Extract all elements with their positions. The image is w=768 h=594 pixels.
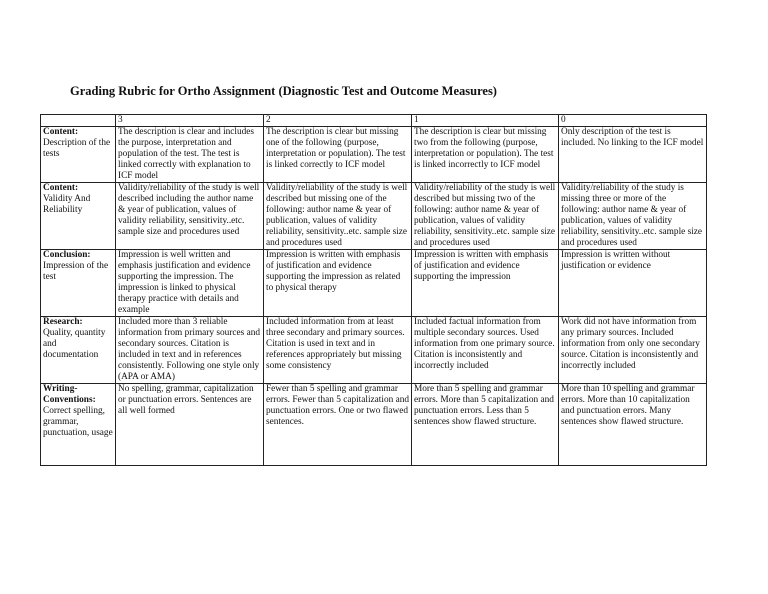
score-cell-2: Fewer than 5 spelling and grammar errors. Fewer than 5 capitalization and punctuation errors. One or two flawed sentences. [264, 384, 412, 466]
score-cell-0: More than 10 spelling and grammar errors. More than 10 capitalization and punctuation errors. Many sentences show flawed structure. [559, 384, 707, 466]
criterion-cell [41, 384, 116, 466]
criterion-title: Writing-Conventions: [43, 384, 96, 405]
score-cell-3: Validity/reliability of the study is well described including the author name & year of publication, values of validity reliability, sensitivity..etc. sample size and procedures used [116, 183, 264, 250]
criterion-description: Description of the tests [43, 138, 111, 159]
header-cell-blank [41, 115, 116, 127]
header-cell-score-3: 3 [116, 115, 264, 127]
score-cell-3: No spelling, grammar, capitalization or punctuation errors. Sentences are all well formed [116, 384, 264, 466]
header-cell-score-1: 1 [412, 115, 559, 127]
table-row [41, 317, 707, 384]
score-cell-0: Validity/reliability of the study is missing three or more of the following: author name & year of publication, values of validity reliability, sensitivity..etc. sample size and procedures used [559, 183, 707, 250]
table-row [41, 250, 707, 317]
criterion-description: Correct spelling, grammar, punctuation, usage [43, 406, 113, 438]
criterion-description: Quality, quantity and documentation [43, 328, 106, 360]
score-cell-0: Only description of the test is included. No linking to the ICF model [559, 127, 707, 183]
score-cell-1: Validity/reliability of the study is well described but missing two of the following: author name & year of publication, values of validity reliability, sensitivity..etc. sample size and procedures used [412, 183, 559, 250]
criterion-title: Content: [43, 127, 79, 137]
criterion-cell [41, 250, 116, 317]
criterion-cell [41, 183, 116, 250]
table-row [41, 183, 707, 250]
score-cell-1: The description is clear but missing two from the following (purpose, interpretation or population). The test is linked incorrectly to ICF model [412, 127, 559, 183]
document-title: Grading Rubric for Ortho Assignment (Diagnostic Test and Outcome Measures) [70, 84, 497, 98]
score-cell-3: Impression is well written and emphasis justification and evidence supporting the impression. The impression is linked to physical therapy practice with details and example [116, 250, 264, 317]
score-cell-3: Included more than 3 reliable information from primary sources and secondary sources. Citation is included in text and in references consistently. Following one style only (APA or AMA) [116, 317, 264, 384]
header-cell-score-0: 0 [559, 115, 707, 127]
criterion-cell [41, 317, 116, 384]
criterion-description: Impression of the test [43, 261, 109, 282]
score-cell-1: Included factual information from multiple secondary sources. Used information from one primary source. Citation is inconsistently and incorrectly included [412, 317, 559, 384]
rubric-table [40, 114, 707, 466]
score-cell-1: Impression is written with emphasis of justification and evidence supporting the impression [412, 250, 559, 317]
score-cell-0: Work did not have information from any primary sources. Included information from only one secondary source. Citation is inconsistently and incorrectly included [559, 317, 707, 384]
header-cell-score-2: 2 [264, 115, 412, 127]
score-cell-0: Impression is written without justification or evidence [559, 250, 707, 317]
criterion-title: Research: [43, 317, 83, 327]
header-row [41, 115, 707, 127]
score-cell-2: Validity/reliability of the study is well described but missing one of the following: author name & year of publication, values of validity reliability, sensitivity..etc. sample size and procedures used [264, 183, 412, 250]
score-cell-2: Included information from at least three secondary and primary sources. Citation is used in text and in references appropriately but missing some consistency [264, 317, 412, 384]
criterion-cell [41, 127, 116, 183]
score-cell-2: Impression is written with emphasis of justification and evidence supporting the impression as related to physical therapy [264, 250, 412, 317]
criterion-title: Content: [43, 183, 79, 193]
criterion-description: Validity And Reliability [43, 194, 91, 215]
criterion-title: Conclusion: [43, 250, 91, 260]
score-cell-2: The description is clear but missing one of the following (purpose, interpretation or population). The test is linked correctly to ICF model [264, 127, 412, 183]
table-row [41, 384, 707, 466]
score-cell-1: More than 5 spelling and grammar errors. More than 5 capitalization and punctuation errors. Less than 5 sentences show flawed structure. [412, 384, 559, 466]
table-row [41, 127, 707, 183]
score-cell-3: The description is clear and includes the purpose, interpretation and population of the test. The test is linked correctly with explanation to ICF model [116, 127, 264, 183]
